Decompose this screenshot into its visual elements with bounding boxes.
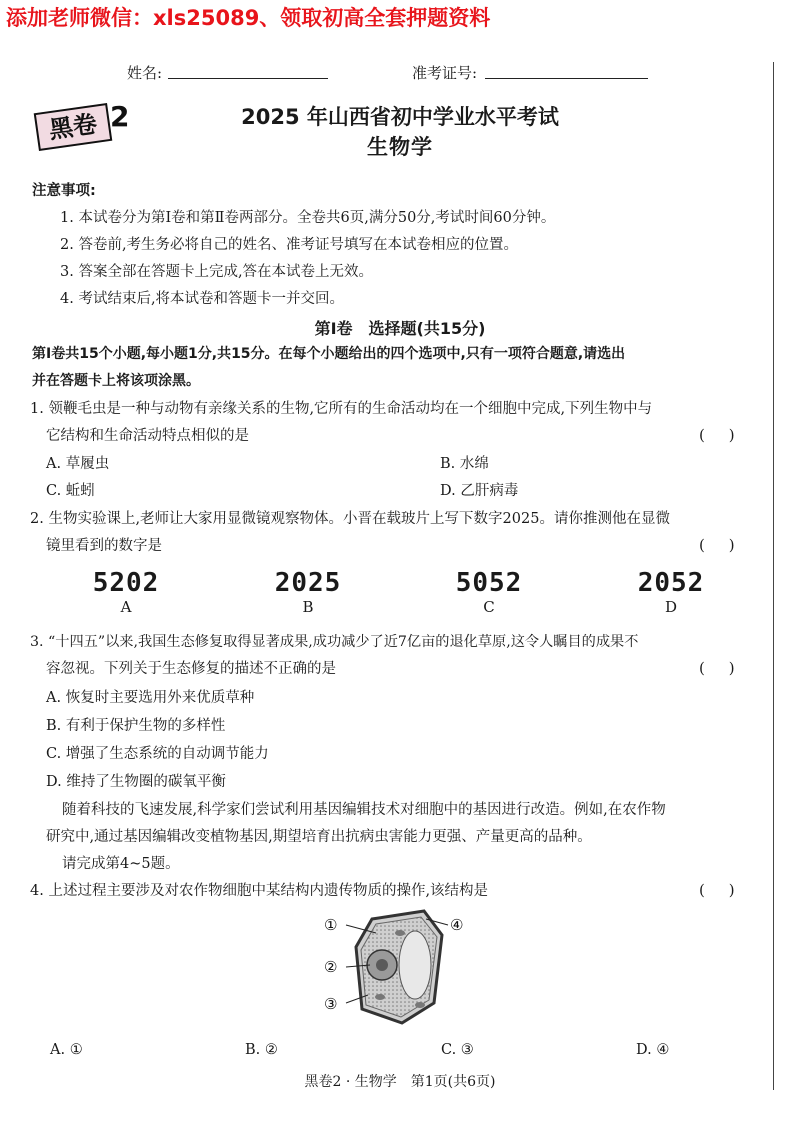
heijuan-stamp: 黑卷 [34,103,113,151]
section-instructions-1: 第Ⅰ卷共15个小题,每小题1分,共15分。在每个小题给出的四个选项中,只有一项符合题意,请选出 [32,346,626,362]
chloroplast [395,930,405,936]
q4-option-d[interactable]: D. ④ [636,1042,670,1058]
q4-answer-blank[interactable]: ( ) [699,881,735,899]
q4-option-a[interactable]: A. ① [50,1042,83,1058]
q4-option-b[interactable]: B. ② [245,1042,278,1058]
subject-title: 生物学 [367,135,433,159]
q3-stem-line2: 容忽视。下列关于生态修复的描述不正确的是 [46,661,336,677]
q1-stem-line1: 1. 领鞭毛虫是一种与动物有亲缘关系的生物,它所有的生命活动均在一个细胞中完成,下列生物中与 [30,401,653,417]
q2-stem-line2: 镜里看到的数字是 [46,538,162,554]
q2-choice-a-letter[interactable]: A [120,598,132,616]
q2-choice-c-digits: 5052 [455,568,523,598]
q3-option-a[interactable]: A. 恢复时主要选用外来优质草种 [46,690,255,706]
passage-line3: 请完成第4~5题。 [62,856,180,872]
chloroplast [415,1002,425,1008]
q2-choice-d-digits: 2052 [637,568,705,598]
q4-option-c[interactable]: C. ③ [441,1042,474,1058]
label-1: ① [324,916,338,934]
note-item-3: 3. 答案全部在答题卡上完成,答在本试卷上无效。 [60,264,374,280]
note-item-2: 2. 答卷前,考生务必将自己的姓名、准考证号填写在本试卷相应的位置。 [60,237,519,253]
label-3: ③ [324,995,338,1013]
note-item-1: 1. 本试卷分为第Ⅰ卷和第Ⅱ卷两部分。全卷共6页,满分50分,考试时间60分钟。 [60,210,556,226]
q2-choice-a-digits: 5202 [92,568,160,598]
passage-line1: 随着科技的飞速发展,科学家们尝试利用基因编辑技术对细胞中的基因进行改造。例如,在农作物 [62,802,666,818]
exam-id-field[interactable] [485,78,648,79]
q3-option-d[interactable]: D. 维持了生物圈的碳氧平衡 [46,774,226,790]
name-label: 姓名: [127,64,163,82]
chloroplast [375,994,385,1000]
q3-option-c[interactable]: C. 增强了生态系统的自动调节能力 [46,746,269,762]
promo-banner: 添加老师微信：xls25089、领取初高全套押题资料 [6,6,491,30]
q3-option-b[interactable]: B. 有利于保护生物的多样性 [46,718,226,734]
passage-line2: 研究中,通过基因编辑改变植物基因,期望培育出抗病虫害能力更强、产量更高的品种。 [46,829,592,845]
stamp-number: 2 [110,100,130,133]
q2-choice-b-digits: 2025 [274,568,342,598]
q1-option-a[interactable]: A. 草履虫 [46,456,110,472]
plant-cell-diagram [320,905,480,1030]
q1-answer-blank[interactable]: ( ) [699,426,735,444]
label-2: ② [324,958,338,976]
q4-stem: 4. 上述过程主要涉及对农作物细胞中某结构内遗传物质的操作,该结构是 [30,883,489,899]
exam-id-label: 准考证号: [412,64,478,82]
q1-option-d[interactable]: D. 乙肝病毒 [440,483,519,499]
vacuole [399,931,431,999]
q2-choice-c-letter[interactable]: C [483,598,495,616]
note-item-4: 4. 考试结束后,将本试卷和答题卡一并交回。 [60,291,345,307]
q3-stem-line1: 3. “十四五”以来,我国生态修复取得显著成果,成功减少了近7亿亩的退化草原,这令人瞩目的成果不 [30,634,639,650]
q1-option-b[interactable]: B. 水绵 [440,456,489,472]
label-4: ④ [450,916,464,934]
section-heading: 第Ⅰ卷 选择题(共15分) [314,319,486,338]
right-margin-rule [773,62,774,1090]
exam-title: 2025 年山西省初中学业水平考试 [241,105,559,129]
notes-heading: 注意事项: [32,183,96,199]
q2-choice-d-letter[interactable]: D [664,598,678,616]
q3-answer-blank[interactable]: ( ) [699,659,735,677]
section-instructions-2: 并在答题卡上将该项涂黑。 [32,373,200,389]
q2-answer-blank[interactable]: ( ) [699,536,735,554]
q2-stem-line1: 2. 生物实验课上,老师让大家用显微镜观察物体。小晋在载玻片上写下数字2025。请你推测他在显微 [30,511,670,527]
name-field[interactable] [168,78,328,79]
q2-choice-b-letter[interactable]: B [302,598,314,616]
nucleolus [376,959,388,971]
q1-option-c[interactable]: C. 蚯蚓 [46,483,95,499]
q1-stem-line2: 它结构和生命活动特点相似的是 [46,428,249,444]
page-footer: 黑卷2 · 生物学 第1页(共6页) [304,1074,496,1090]
